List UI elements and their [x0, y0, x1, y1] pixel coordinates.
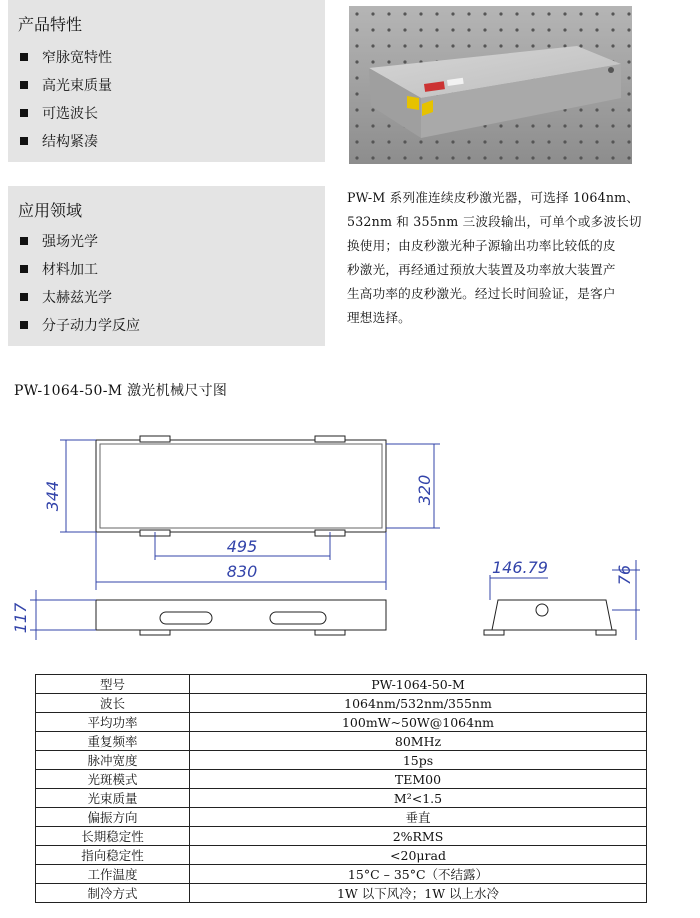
table-row — [36, 675, 647, 694]
spec-value: 80MHz — [190, 732, 647, 751]
list-item-label: 可选波长 — [42, 106, 98, 122]
applications-list — [20, 228, 140, 340]
product-photo — [349, 6, 632, 164]
list-item — [20, 256, 140, 284]
spec-value: 15ps — [190, 751, 647, 770]
spec-value: 100mW~50W@1064nm — [190, 713, 647, 732]
spec-value: 1064nm/532nm/355nm — [190, 694, 647, 713]
spec-table — [35, 674, 647, 903]
description-line: PW-M 系列准连续皮秒激光器，可选择 1064nm、 — [347, 190, 640, 205]
spec-key: 光束质量 — [36, 789, 190, 808]
end-view-body — [492, 600, 612, 630]
bullet-square-icon — [20, 53, 28, 61]
table-row — [36, 789, 647, 808]
dim-span-inner-label: 495 — [226, 537, 258, 556]
list-item — [20, 284, 140, 312]
spec-value: 2%RMS — [190, 827, 647, 846]
description-line: 秒激光，再经通过预放大装置及功率放大装置产 — [347, 262, 616, 277]
product-description — [347, 186, 653, 330]
list-item — [20, 72, 112, 100]
spec-key: 偏振方向 — [36, 808, 190, 827]
spec-key: 型号 — [36, 675, 190, 694]
table-row — [36, 808, 647, 827]
spec-key: 脉冲宽度 — [36, 751, 190, 770]
list-item-label: 结构紧凑 — [42, 134, 98, 150]
applications-panel — [8, 186, 325, 346]
dim-height-inner-label: 320 — [415, 474, 434, 506]
bullet-square-icon — [20, 109, 28, 117]
spec-key: 光斑模式 — [36, 770, 190, 789]
table-row — [36, 770, 647, 789]
spec-value: 1W 以下风冷；1W 以上水冷 — [190, 884, 647, 903]
table-row — [36, 713, 647, 732]
features-title: 产品特性 — [18, 15, 83, 34]
table-row — [36, 694, 647, 713]
list-item-label: 窄脉宽特性 — [42, 50, 112, 66]
dim-length-label: 830 — [226, 562, 258, 581]
applications-title: 应用领域 — [18, 201, 83, 220]
spec-value: TEM00 — [190, 770, 647, 789]
spec-key: 工作温度 — [36, 865, 190, 884]
list-item — [20, 100, 112, 128]
spec-key: 长期稳定性 — [36, 827, 190, 846]
list-item-label: 高光束质量 — [42, 78, 112, 94]
table-row — [36, 884, 647, 903]
spec-value: PW-1064-50-M — [190, 675, 647, 694]
table-row — [36, 827, 647, 846]
spec-key: 制冷方式 — [36, 884, 190, 903]
spec-key: 指向稳定性 — [36, 846, 190, 865]
bullet-square-icon — [20, 237, 28, 245]
bullet-square-icon — [20, 265, 28, 273]
description-line: 换使用；由皮秒激光种子源输出功率比较低的皮 — [347, 238, 616, 253]
dim-end-offset-label: 146.79 — [492, 558, 548, 577]
table-row — [36, 751, 647, 770]
spec-value: M²<1.5 — [190, 789, 647, 808]
list-item — [20, 312, 140, 340]
list-item-label: 太赫兹光学 — [42, 290, 112, 306]
description-line: 生高功率的皮秒激光。经过长时间验证，是客户 — [347, 286, 616, 301]
dim-side-height-label: 117 — [11, 602, 30, 634]
side-view-body — [96, 600, 386, 630]
mechanical-drawing — [0, 410, 700, 660]
table-row — [36, 732, 647, 751]
bullet-square-icon — [20, 293, 28, 301]
spec-key: 平均功率 — [36, 713, 190, 732]
description-line: 理想选择。 — [347, 310, 411, 325]
drawing-title: PW-1064-50-M 激光机械尺寸图 — [14, 383, 228, 399]
spec-value: 垂直 — [190, 808, 647, 827]
bullet-square-icon — [20, 137, 28, 145]
dim-end-height-label: 76 — [615, 564, 634, 586]
top-view-body — [96, 440, 386, 532]
table-row — [36, 865, 647, 884]
spec-key: 波长 — [36, 694, 190, 713]
table-row — [36, 846, 647, 865]
description-line: 532nm 和 355nm 三波段输出，可单个或多波长切 — [347, 214, 642, 229]
dim-height-outer-label: 344 — [43, 480, 62, 512]
features-panel — [8, 0, 325, 162]
list-item-label: 强场光学 — [42, 234, 98, 250]
list-item-label: 分子动力学反应 — [42, 318, 140, 334]
list-item — [20, 228, 140, 256]
bullet-square-icon — [20, 321, 28, 329]
spec-value: <20μrad — [190, 846, 647, 865]
list-item — [20, 128, 112, 156]
list-item-label: 材料加工 — [42, 262, 98, 278]
spec-value: 15°C – 35°C（不结露） — [190, 865, 647, 884]
features-list — [20, 44, 112, 156]
list-item — [20, 44, 112, 72]
bullet-square-icon — [20, 81, 28, 89]
spec-key: 重复频率 — [36, 732, 190, 751]
